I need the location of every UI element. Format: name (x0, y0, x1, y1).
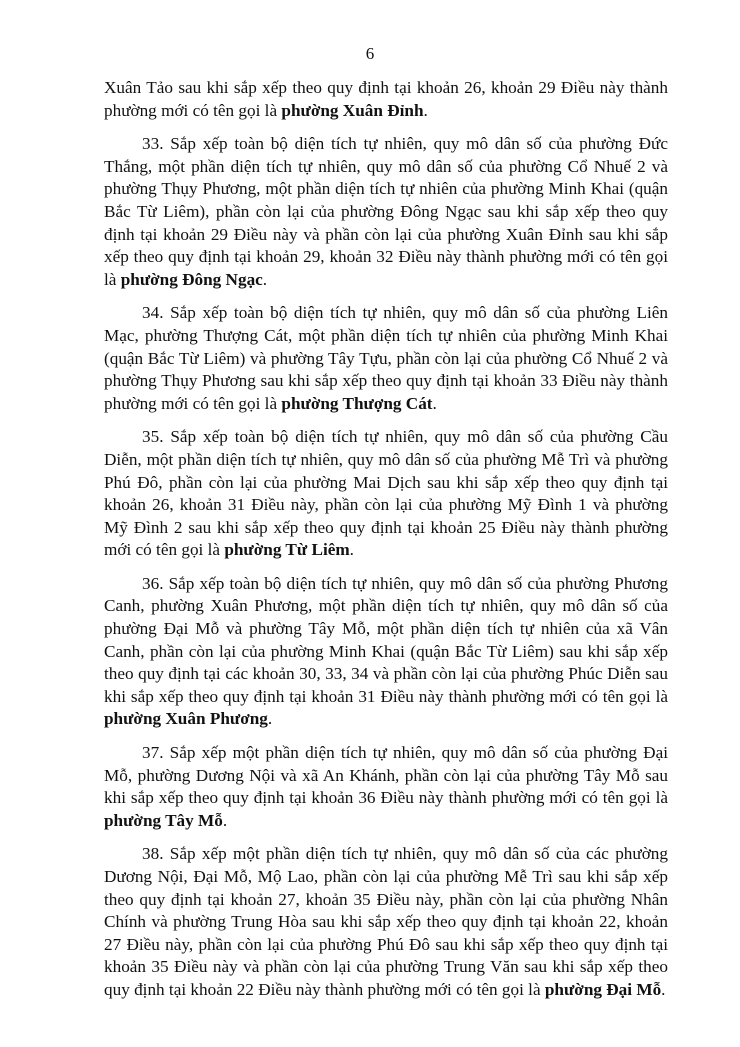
paragraph-tail: . (267, 709, 273, 729)
paragraph-tail: . (222, 810, 228, 830)
paragraph-text: 34. Sắp xếp toàn bộ diện tích tự nhiên, quy mô dân số của phường Liên Mạc, phường Thượng Cát, một phần diện tích tự nhiên của phường Minh Khai (quận Bắc Từ Liêm) và phường Tây Tựu, phần còn lại của phường Cổ Nhuế 2 và phường Thụy Phương sau khi sắp xếp theo quy định tại khoản 33 Điều này thành phường mới có tên gọi là (104, 303, 668, 413)
ward-name: phường Đông Ngạc (120, 269, 263, 289)
paragraph-item-38 (104, 843, 668, 1001)
ward-name: phường Xuân Đỉnh (281, 100, 424, 120)
paragraph-tail: . (262, 269, 268, 289)
paragraph-text: 38. Sắp xếp một phần diện tích tự nhiên, quy mô dân số của các phường Dương Nội, Đại Mỗ, Mộ Lao, phần còn lại của phường Mễ Trì sau khi sắp xếp theo quy định tại khoản 27, khoản 35 Điều này, phần còn lại của phường Nhân Chính và phường Trung Hòa sau khi sắp xếp theo quy định tại khoản 22, khoản 27 Điều này, phần còn lại của phường Phú Đô sau khi sắp xếp theo quy định tại khoản 35 Điều này và phần còn lại của phường Trung Văn sau khi sắp xếp theo quy định tại khoản 22 Điều này thành phường mới có tên gọi là (104, 844, 668, 999)
paragraph-text: 37. Sắp xếp một phần diện tích tự nhiên, quy mô dân số của phường Đại Mỗ, phường Dương Nội và xã An Khánh, phần còn lại của phường Tây Mỗ sau khi sắp xếp theo quy định tại khoản 36 Điều này thành phường mới có tên gọi là (104, 743, 668, 808)
paragraph-item-35 (104, 426, 668, 562)
paragraph-item-34 (104, 302, 668, 415)
paragraph-text: 33. Sắp xếp toàn bộ diện tích tự nhiên, quy mô dân số của phường Đức Thắng, một phần diện tích tự nhiên, quy mô dân số của phường Cổ Nhuế 2 và phường Thụy Phương, một phần diện tích tự nhiên của phường Minh Khai (quận Bắc Từ Liêm), phần còn lại của phường Đông Ngạc sau khi sắp xếp theo quy định tại khoản 29 Điều này và phần còn lại của phường Xuân Đỉnh sau khi sắp xếp theo quy định tại khoản 29, khoản 32 Điều này thành phường mới có tên gọi là (104, 134, 668, 289)
paragraph-text: 35. Sắp xếp toàn bộ diện tích tự nhiên, quy mô dân số của phường Cầu Diễn, một phần diện tích tự nhiên, quy mô dân số của phường Mễ Trì và phường Phú Đô, phần còn lại của phường Mai Dịch sau khi sắp xếp theo quy định tại khoản 26, khoản 31 Điều này, phần còn lại của phường Mỹ Đình 1 và phường Mỹ Đình 2 sau khi sắp xếp theo quy định tại khoản 25 Điều này thành phường mới có tên gọi là (104, 427, 668, 560)
paragraph-item-37 (104, 742, 668, 832)
paragraph-tail: . (349, 540, 354, 560)
page-number: 6 (365, 44, 375, 63)
paragraph-tail: . (432, 393, 437, 413)
ward-name: phường Từ Liêm (224, 540, 350, 560)
paragraph-continuation (104, 77, 668, 122)
paragraph-item-33 (104, 133, 668, 291)
paragraph-tail: . (423, 100, 428, 120)
ward-name: phường Xuân Phương (104, 709, 268, 729)
ward-name: phường Đại Mỗ (544, 979, 662, 999)
ward-name: phường Thượng Cát (281, 393, 433, 413)
ward-name: phường Tây Mỗ (104, 810, 223, 830)
document-body (104, 77, 668, 1013)
paragraph-tail: . (661, 979, 666, 999)
paragraph-text: 36. Sắp xếp toàn bộ diện tích tự nhiên, quy mô dân số của phường Phương Canh, phường Xuân Phương, một phần diện tích tự nhiên, quy mô dân số của phường Đại Mỗ và phường Tây Mỗ, một phần diện tích tự nhiên của xã Vân Canh, phần còn lại của phường Minh Khai (quận Bắc Từ Liêm) sau khi sắp xếp theo quy định tại các khoản 30, 33, 34 và phần còn lại của phường Phúc Diễn sau khi sắp xếp theo quy định tại khoản 31 Điều này thành phường mới có tên gọi là (104, 573, 668, 706)
paragraph-text: Xuân Tảo sau khi sắp xếp theo quy định tại khoản 26, khoản 29 Điều này thành phường mới có tên gọi là (104, 78, 668, 120)
paragraph-item-36 (104, 573, 668, 731)
